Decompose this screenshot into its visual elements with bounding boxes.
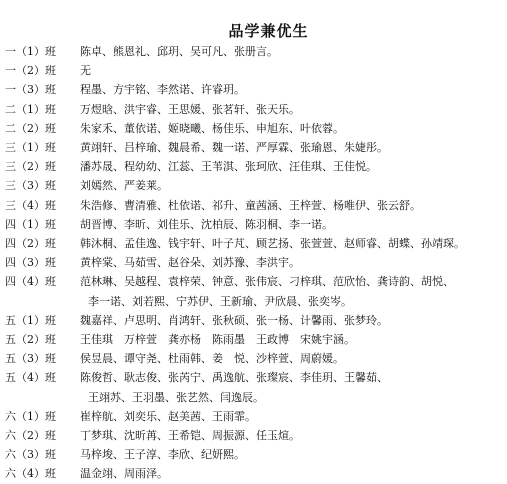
page-title: 品学兼优生 <box>228 22 309 40</box>
student-names: 朱浩修、曹清雅、杜依诺、祁升、童茜涵、王梓萱、杨唯伊、张云舒。 <box>80 198 421 212</box>
class-row <box>5 215 505 234</box>
class-row-continuation <box>5 388 505 407</box>
class-row <box>5 330 505 349</box>
student-names: 马梓埈、王子淳、李欣、纪妍熙。 <box>80 448 245 462</box>
class-label: 五（2）班 <box>5 333 56 347</box>
student-names: 王佳琪 万梓萱 龚亦杨 陈雨墨 王政博 宋姚宇涵。 <box>80 333 355 347</box>
class-label: 三（4）班 <box>5 198 56 212</box>
class-row <box>5 100 505 119</box>
student-names: 陈俊哲、耿志俊、张芮宁、禹逸航、张璨宸、李佳玥、王馨茹、 <box>80 371 388 385</box>
class-label: 四（2）班 <box>5 237 56 251</box>
class-label: 五（4）班 <box>5 371 56 385</box>
student-names: 李一诺、刘若熙、宁苏伊、王新瑜、尹欣晨、张奕岑。 <box>88 294 352 308</box>
student-names: 朱家禾、董依诺、姬晓曦、杨佳乐、申旭东、叶依蓉。 <box>80 121 344 135</box>
class-row <box>5 61 505 80</box>
class-row <box>5 176 505 195</box>
class-row <box>5 234 505 253</box>
class-label: 三（3）班 <box>5 179 56 193</box>
class-label: 五（3）班 <box>5 352 56 366</box>
class-row <box>5 368 505 387</box>
class-row <box>5 272 505 291</box>
class-row <box>5 119 505 138</box>
class-label: 一（3）班 <box>5 83 56 97</box>
class-row <box>5 426 505 445</box>
class-row <box>5 42 505 61</box>
student-names: 胡晋博、李昕、刘佳乐、沈柏辰、陈羽桐、李一诺。 <box>80 217 333 231</box>
class-label: 三（1）班 <box>5 141 56 155</box>
class-label: 一（1）班 <box>5 45 56 58</box>
student-names: 陈卓、熊恩礼、邱玥、吴可凡、张册言。 <box>80 45 278 58</box>
class-label: 六（3）班 <box>5 448 56 462</box>
class-row <box>5 80 505 99</box>
honor-student-list <box>5 42 505 484</box>
class-row <box>5 196 505 215</box>
student-names: 无 <box>80 64 91 78</box>
student-names: 刘嫣然、严姜莱。 <box>80 179 168 193</box>
student-names: 王翊苏、王羽墨、张艺然、闫逸辰。 <box>88 390 264 404</box>
class-label: 四（4）班 <box>5 275 56 289</box>
student-names: 黄梓棠、马茹雪、赵谷朵、刘苏豫、李洪宇。 <box>80 256 300 270</box>
class-label: 四（3）班 <box>5 256 56 270</box>
class-label: 六（4）班 <box>5 467 56 481</box>
class-label: 六（1）班 <box>5 409 56 423</box>
class-row <box>5 138 505 157</box>
class-row-continuation <box>5 292 505 311</box>
class-label: 四（1）班 <box>5 217 56 231</box>
class-row <box>5 253 505 272</box>
student-names: 温金翊、周雨泽。 <box>80 467 168 481</box>
class-label: 五（1）班 <box>5 313 56 327</box>
student-names: 侯昱晨、谭守尧、杜雨韩、姜 悦、沙梓萱、周蔚媛。 <box>80 352 344 366</box>
student-names: 黄翊轩、吕梓瑜、魏晨希、魏一诺、严厚霖、张瑜恩、朱婕彤。 <box>80 141 388 155</box>
student-names: 程墨、方宇铭、李然诺、许睿玥。 <box>80 83 245 97</box>
class-row <box>5 407 505 426</box>
student-names: 魏嘉祥、卢思明、肖鸿轩、张秋硕、张一杨、计馨雨、张梦玲。 <box>80 313 388 327</box>
student-names: 崔梓航、刘奕乐、赵美茜、王雨霏。 <box>80 409 256 423</box>
class-label: 六（2）班 <box>5 429 56 443</box>
class-row <box>5 445 505 464</box>
student-names: 范林琳、吴越程、袁梓荣、钟意、张伟宸、刁梓琪、范欣怡、龚诗韵、胡悦、 <box>80 275 454 289</box>
class-row <box>5 349 505 368</box>
class-label: 二（2）班 <box>5 121 56 135</box>
class-row <box>5 464 505 483</box>
class-row <box>5 157 505 176</box>
class-label: 一（2）班 <box>5 64 56 78</box>
class-label: 三（2）班 <box>5 160 56 174</box>
student-names: 万煜晗、洪宇睿、王思媛、张茗轩、张天乐。 <box>80 102 300 116</box>
class-row <box>5 311 505 330</box>
student-names: 潘苏晟、程幼幼、江蕊、王苇淇、张珂欣、汪佳琪、王佳悦。 <box>80 160 377 174</box>
student-names: 韩沐桐、孟佳逸、钱宇轩、叶子芃、顾艺扬、张萱萱、赵师睿、胡蝶、孙靖琛。 <box>80 237 465 251</box>
class-label: 二（1）班 <box>5 102 56 116</box>
student-names: 丁梦琪、沈昕苒、王希铠、周振源、任玉煊。 <box>80 429 300 443</box>
